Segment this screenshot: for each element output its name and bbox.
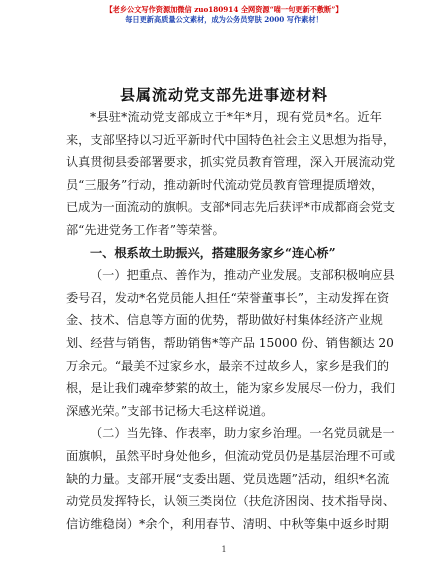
page-number: 1 — [221, 545, 227, 554]
paragraph-line: 部“先进党务工作者”等荣誉。 — [66, 222, 225, 237]
promo-banner-line-2: 每日更新高质量公文素材，成为公务员穿肤 2000 写作素材！ — [125, 15, 323, 24]
paragraph-line: （一）把重点、善作为，推动产业发展。支部积极响应县 — [90, 268, 395, 283]
paragraph-line: 缺的力量。支部开展“支委出题、党员选题”活动，组织*名流 — [66, 471, 390, 486]
document-title: 县属流动党支部先进事迹材料 — [119, 86, 328, 104]
paragraph-line: 金、技术、信息等方面的优势，帮助做好村集体经济产业规 — [66, 313, 383, 328]
paragraph-line: 委号召，发动*名党员能人担任“荣誉董事长”，主动发挥在资 — [66, 290, 390, 305]
heading-text: 一、根系故土助振兴，搭建服务家乡“连心桥” — [90, 245, 336, 260]
paragraph-line: 认真贯彻县委部署要求，抓实党员教育管理，深入开展流动党 — [66, 155, 396, 170]
paragraph-line: *县驻*流动党支部成立于*年*月，现有党员*名。近年 — [90, 110, 382, 124]
paragraph-line: （二）当先锋、作表率，助力家乡治理。一名党员就是一 — [90, 426, 395, 441]
paragraph-line: 深感光荣。”支部书记杨大毛这样说道。 — [66, 403, 274, 418]
paragraph-line: 万余元。“最美不过家乡水，最亲不过故乡人，家乡是我们的 — [66, 358, 390, 373]
paragraph — [66, 422, 396, 535]
paragraph-line: 面旗帜，虽然平时身处他乡，但流动党员仍是基层治理不可或 — [66, 448, 396, 463]
paragraph-line: 来，支部坚持以习近平新时代中国特色社会主义思想为指导， — [66, 132, 396, 147]
paragraph-line: 员“三服务”行动，推动新时代流动党员教育管理提质增效， — [66, 177, 384, 192]
promo-banner-line-1: 【老乡公文写作资源加微信 zuo180914 全网资源“喵一句更新不敷断”】 — [105, 5, 343, 14]
document-body — [66, 106, 396, 535]
paragraph-line: 信访维稳岗）*余个，利用春节、清明、中秋等集中返乡时期 — [66, 516, 389, 531]
section-heading — [66, 242, 382, 265]
paragraph-line: 根，是让我们魂牵梦萦的故土，能为家乡发展尽一份力，我们 — [66, 381, 396, 396]
paragraph-line: 已成为一面流动的旗帜。支部*同志先后获评*市成都商会党支 — [66, 200, 396, 215]
paragraph-line: 划、经营与销售，帮助销售*等产品 15000 份、销售额达 20 — [66, 335, 394, 350]
paragraph — [66, 106, 396, 242]
paragraph-line: 动党员发挥特长，认领三类岗位（扶危济困岗、技术指导岗、 — [66, 494, 396, 509]
promo-banner — [0, 5, 448, 25]
paragraph — [66, 264, 396, 422]
